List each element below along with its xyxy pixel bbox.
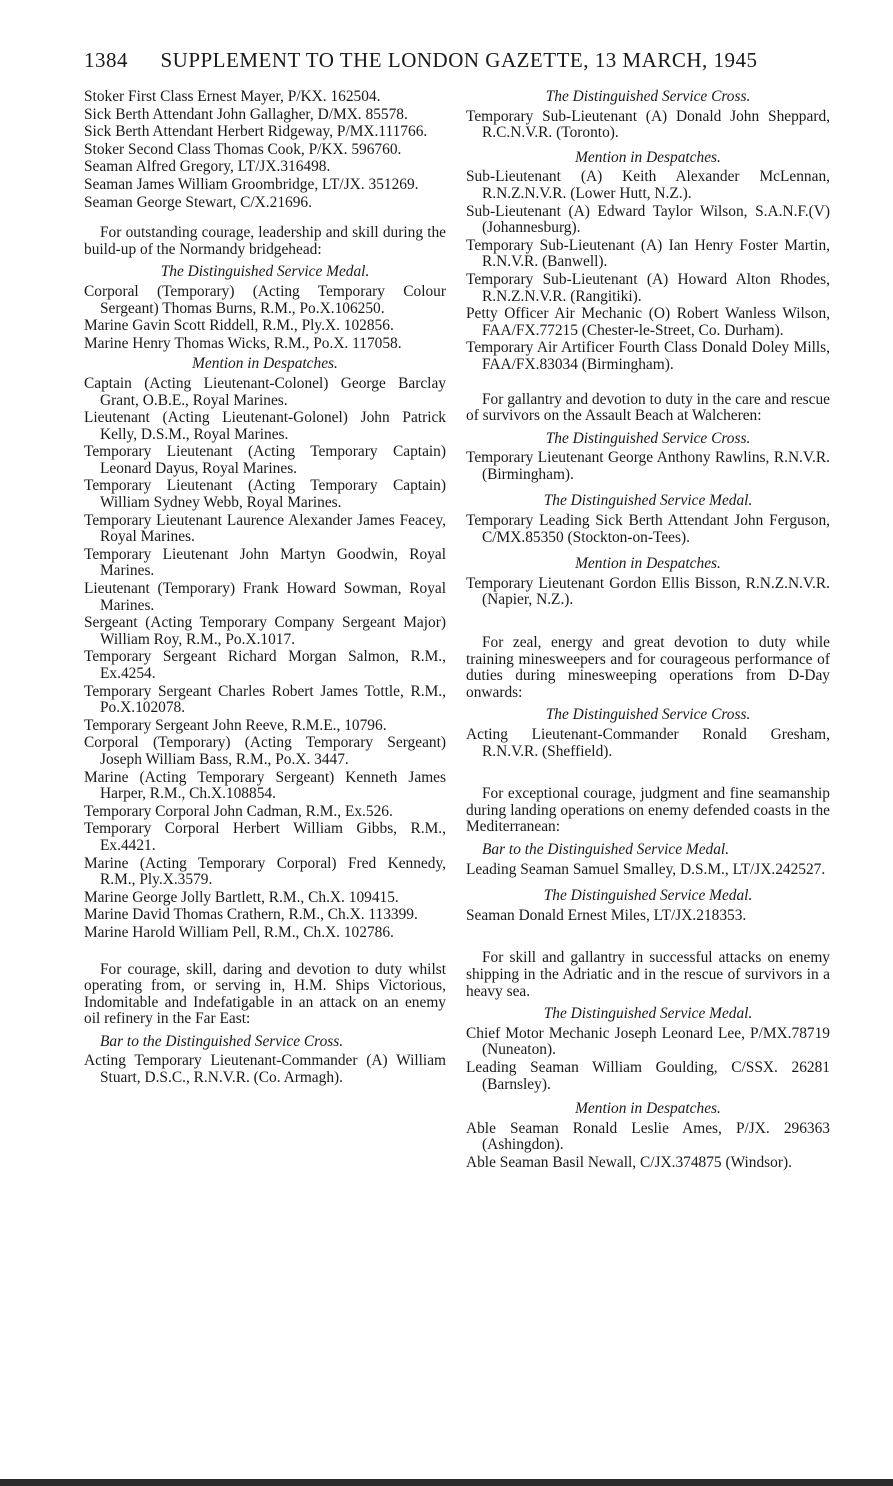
left-column (84, 89, 446, 1088)
award-heading: The Distinguished Service Medal. (543, 1005, 753, 1023)
award-entry: Marine David Thomas Crathern, R.M., Ch.X. 113399. (84, 906, 418, 924)
award-entry: Temporary Air Artificer Fourth Class Donald Doley Mills, FAA/FX.83034 (Birmingham). (466, 339, 830, 373)
award-entry: Sick Berth Attendant Herbert Ridgeway, P/MX.111766. (84, 123, 428, 141)
award-entry: Temporary Sub-Lieutenant (A) Howard Alton Rhodes, R.N.Z.N.V.R. (Rangitiki). (466, 270, 830, 305)
entry-list (84, 89, 446, 211)
award-entry: Leading Seaman Samuel Smalley, D.S.M., LT/JX.242527. (466, 860, 826, 878)
award-entry: Temporary Sergeant Richard Morgan Salmon, R.M., Ex.4254. (84, 648, 446, 682)
award-heading: The Distinguished Service Medal. (160, 263, 370, 281)
page-number: 1384 (84, 48, 128, 72)
citation-intro: For gallantry and devotion to duty in the care and rescue of survivors on the Assault Beach at Walcheren: (466, 390, 830, 425)
entry-list (466, 513, 830, 546)
award-heading: The Distinguished Service Cross. (545, 706, 751, 724)
award-entry: Temporary Sub-Lieutenant (A) Donald John Sheppard, R.C.N.V.R. (Toronto). (466, 107, 830, 142)
entry-list (466, 862, 830, 879)
right-column (466, 89, 830, 1172)
citation-intro: For skill and gallantry in successful attacks on enemy shipping in the Adriatic and in the rescue of survivors in a heavy sea. (466, 949, 830, 1000)
award-entry: Seaman Alfred Gregory, LT/JX.316498. (84, 158, 331, 176)
award-entry: Seaman James William Groombridge, LT/JX. 351269. (84, 175, 419, 193)
award-entry: Sub-Lieutenant (A) Keith Alexander McLennan, R.N.Z.N.V.R. (Lower Hutt, N.Z.). (466, 168, 830, 202)
award-entry: Lieutenant (Acting Lieutenant-Golonel) John Patrick Kelly, D.S.M., Royal Marines. (84, 409, 446, 443)
award-heading: The Distinguished Service Cross. (545, 429, 751, 447)
award-entry: Temporary Sub-Lieutenant (A) Ian Henry Foster Martin, R.N.V.R. (Banwell). (466, 236, 830, 271)
entry-list (466, 727, 830, 760)
award-entry: Leading Seaman William Goulding, C/SSX. 26281 (Barnsley). (466, 1058, 830, 1093)
award-entry: Corporal (Temporary) (Acting Temporary Colour Sergeant) Thomas Burns, R.M., Po.X.106250. (84, 282, 446, 317)
award-entry: Marine George Jolly Bartlett, R.M., Ch.X. 109415. (84, 888, 399, 906)
entry-list (466, 908, 830, 925)
award-entry: Seaman Donald Ernest Miles, LT/JX.218353. (466, 906, 747, 924)
award-heading: Mention in Despatches. (575, 148, 721, 166)
award-entry: Petty Officer Air Mechanic (O) Robert Wanless Wilson, FAA/FX.77215 (Chester-le-Street, Co. Durham). (466, 305, 830, 339)
award-entry: Temporary Corporal John Cadman, R.M., Ex.526. (84, 802, 393, 820)
entry-list (466, 169, 830, 373)
award-entry: Temporary Lieutenant (Acting Temporary Captain) Leonard Dayus, Royal Marines. (84, 443, 446, 477)
award-entry: Temporary Corporal Herbert William Gibbs, R.M., Ex.4421. (84, 820, 446, 854)
entry-list (466, 109, 830, 142)
award-entry: Temporary Leading Sick Berth Attendant John Ferguson, C/MX.85350 (Stockton-on-Tees). (466, 512, 830, 546)
award-heading: Mention in Despatches. (575, 1100, 721, 1118)
award-entry: Stoker First Class Ernest Mayer, P/KX. 162504. (84, 88, 381, 105)
award-entry: Stoker Second Class Thomas Cook, P/KX. 596760. (84, 140, 402, 158)
entry-list (466, 1121, 830, 1172)
award-entry: Chief Motor Mechanic Joseph Leonard Lee, P/MX.78719 (Nuneaton). (466, 1024, 830, 1059)
award-entry: Temporary Lieutenant (Acting Temporary Captain) William Sydney Webb, Royal Marines. (84, 477, 446, 512)
entry-list (84, 1053, 446, 1086)
award-entry: Sick Berth Attendant John Gallagher, D/MX. 85578. (84, 105, 408, 123)
award-heading: The Distinguished Service Medal. (543, 492, 753, 510)
award-entry: Marine (Acting Temporary Sergeant) Kenneth James Harper, R.M., Ch.X.108854. (84, 768, 446, 803)
award-entry: Seaman George Stewart, C/X.21696. (84, 193, 312, 211)
award-entry: Temporary Lieutenant Gordon Ellis Bisson, R.N.Z.N.V.R. (Napier, N.Z.). (466, 574, 830, 609)
award-heading: Bar to the Distinguished Service Medal. (482, 840, 730, 858)
citation-intro: For outstanding courage, leadership and skill during the build-up of the Normandy bridgehead: (84, 224, 446, 258)
award-entry: Marine Harold William Pell, R.M., Ch.X. 102786. (84, 923, 394, 941)
award-entry: Able Seaman Ronald Leslie Ames, P/JX. 296363 (Ashingdon). (466, 1119, 830, 1154)
award-entry: Acting Temporary Lieutenant-Commander (A) William Stuart, D.S.C., R.N.V.R. (Co. Armagh). (84, 1052, 446, 1087)
award-entry: Acting Lieutenant-Commander Ronald Gresham, R.N.V.R. (Sheffield). (466, 726, 830, 760)
award-entry: Temporary Sergeant John Reeve, R.M.E., 10796. (84, 716, 387, 734)
award-entry: Marine Henry Thomas Wicks, R.M., Po.X. 117058. (84, 334, 402, 352)
page-header (84, 48, 790, 78)
award-entry: Marine Gavin Scott Riddell, R.M., Ply.X. 102856. (84, 317, 394, 335)
award-entry: Lieutenant (Temporary) Frank Howard Sowman, Royal Marines. (84, 580, 446, 614)
award-entry: Sub-Lieutenant (A) Edward Taylor Wilson, S.A.N.F.(V) (Johannesburg). (466, 202, 830, 237)
award-entry: Captain (Acting Lieutenant-Colonel) George Barclay Grant, O.B.E., Royal Marines. (84, 374, 446, 409)
award-heading: The Distinguished Service Medal. (543, 887, 753, 905)
award-entry: Temporary Lieutenant Laurence Alexander James Feacey, Royal Marines. (84, 511, 446, 546)
award-heading: Bar to the Distinguished Service Cross. (100, 1032, 344, 1050)
citation-intro: For exceptional courage, judgment and fine seamanship during landing operations on enemy defended coasts in the Mediterranean: (466, 785, 830, 836)
entry-list (84, 284, 446, 352)
award-entry: Temporary Lieutenant John Martyn Goodwin, Royal Marines. (84, 545, 446, 580)
citation-intro: For zeal, energy and great devotion to duty while training minesweepers and for courageous performance of duties during minesweeping operations from D-Day onwards: (466, 634, 830, 701)
entry-list (466, 450, 830, 483)
entry-list (466, 1026, 830, 1093)
award-entry: Temporary Lieutenant George Anthony Rawlins, R.N.V.R. (Birmingham). (466, 449, 830, 483)
entry-list (466, 576, 830, 609)
award-entry: Corporal (Temporary) (Acting Temporary Sergeant) Joseph William Bass, R.M., Po.X. 3447. (84, 734, 446, 768)
citation-intro: For courage, skill, daring and devotion to duty whilst operating from, or serving in, H.M. Ships Victorious, Indomitable and Indefatigable in an attack on an enemy oil refinery in the Far East: (84, 960, 446, 1028)
award-entry: Sergeant (Acting Temporary Company Sergeant Major) William Roy, R.M., Po.X.1017. (84, 614, 446, 648)
gazette-title: SUPPLEMENT TO THE LONDON GAZETTE, 13 MARCH, 1945 (160, 48, 758, 72)
award-heading: Mention in Despatches. (575, 555, 721, 573)
page-bottom-edge (0, 1479, 893, 1486)
award-entry: Able Seaman Basil Newall, C/JX.374875 (Windsor). (466, 1153, 792, 1171)
award-entry: Temporary Sergeant Charles Robert James Tottle, R.M., Po.X.102078. (84, 682, 446, 717)
award-heading: Mention in Despatches. (192, 355, 338, 373)
award-heading: The Distinguished Service Cross. (545, 88, 751, 105)
entry-list (84, 376, 446, 942)
award-entry: Marine (Acting Temporary Corporal) Fred Kennedy, R.M., Ply.X.3579. (84, 854, 446, 889)
